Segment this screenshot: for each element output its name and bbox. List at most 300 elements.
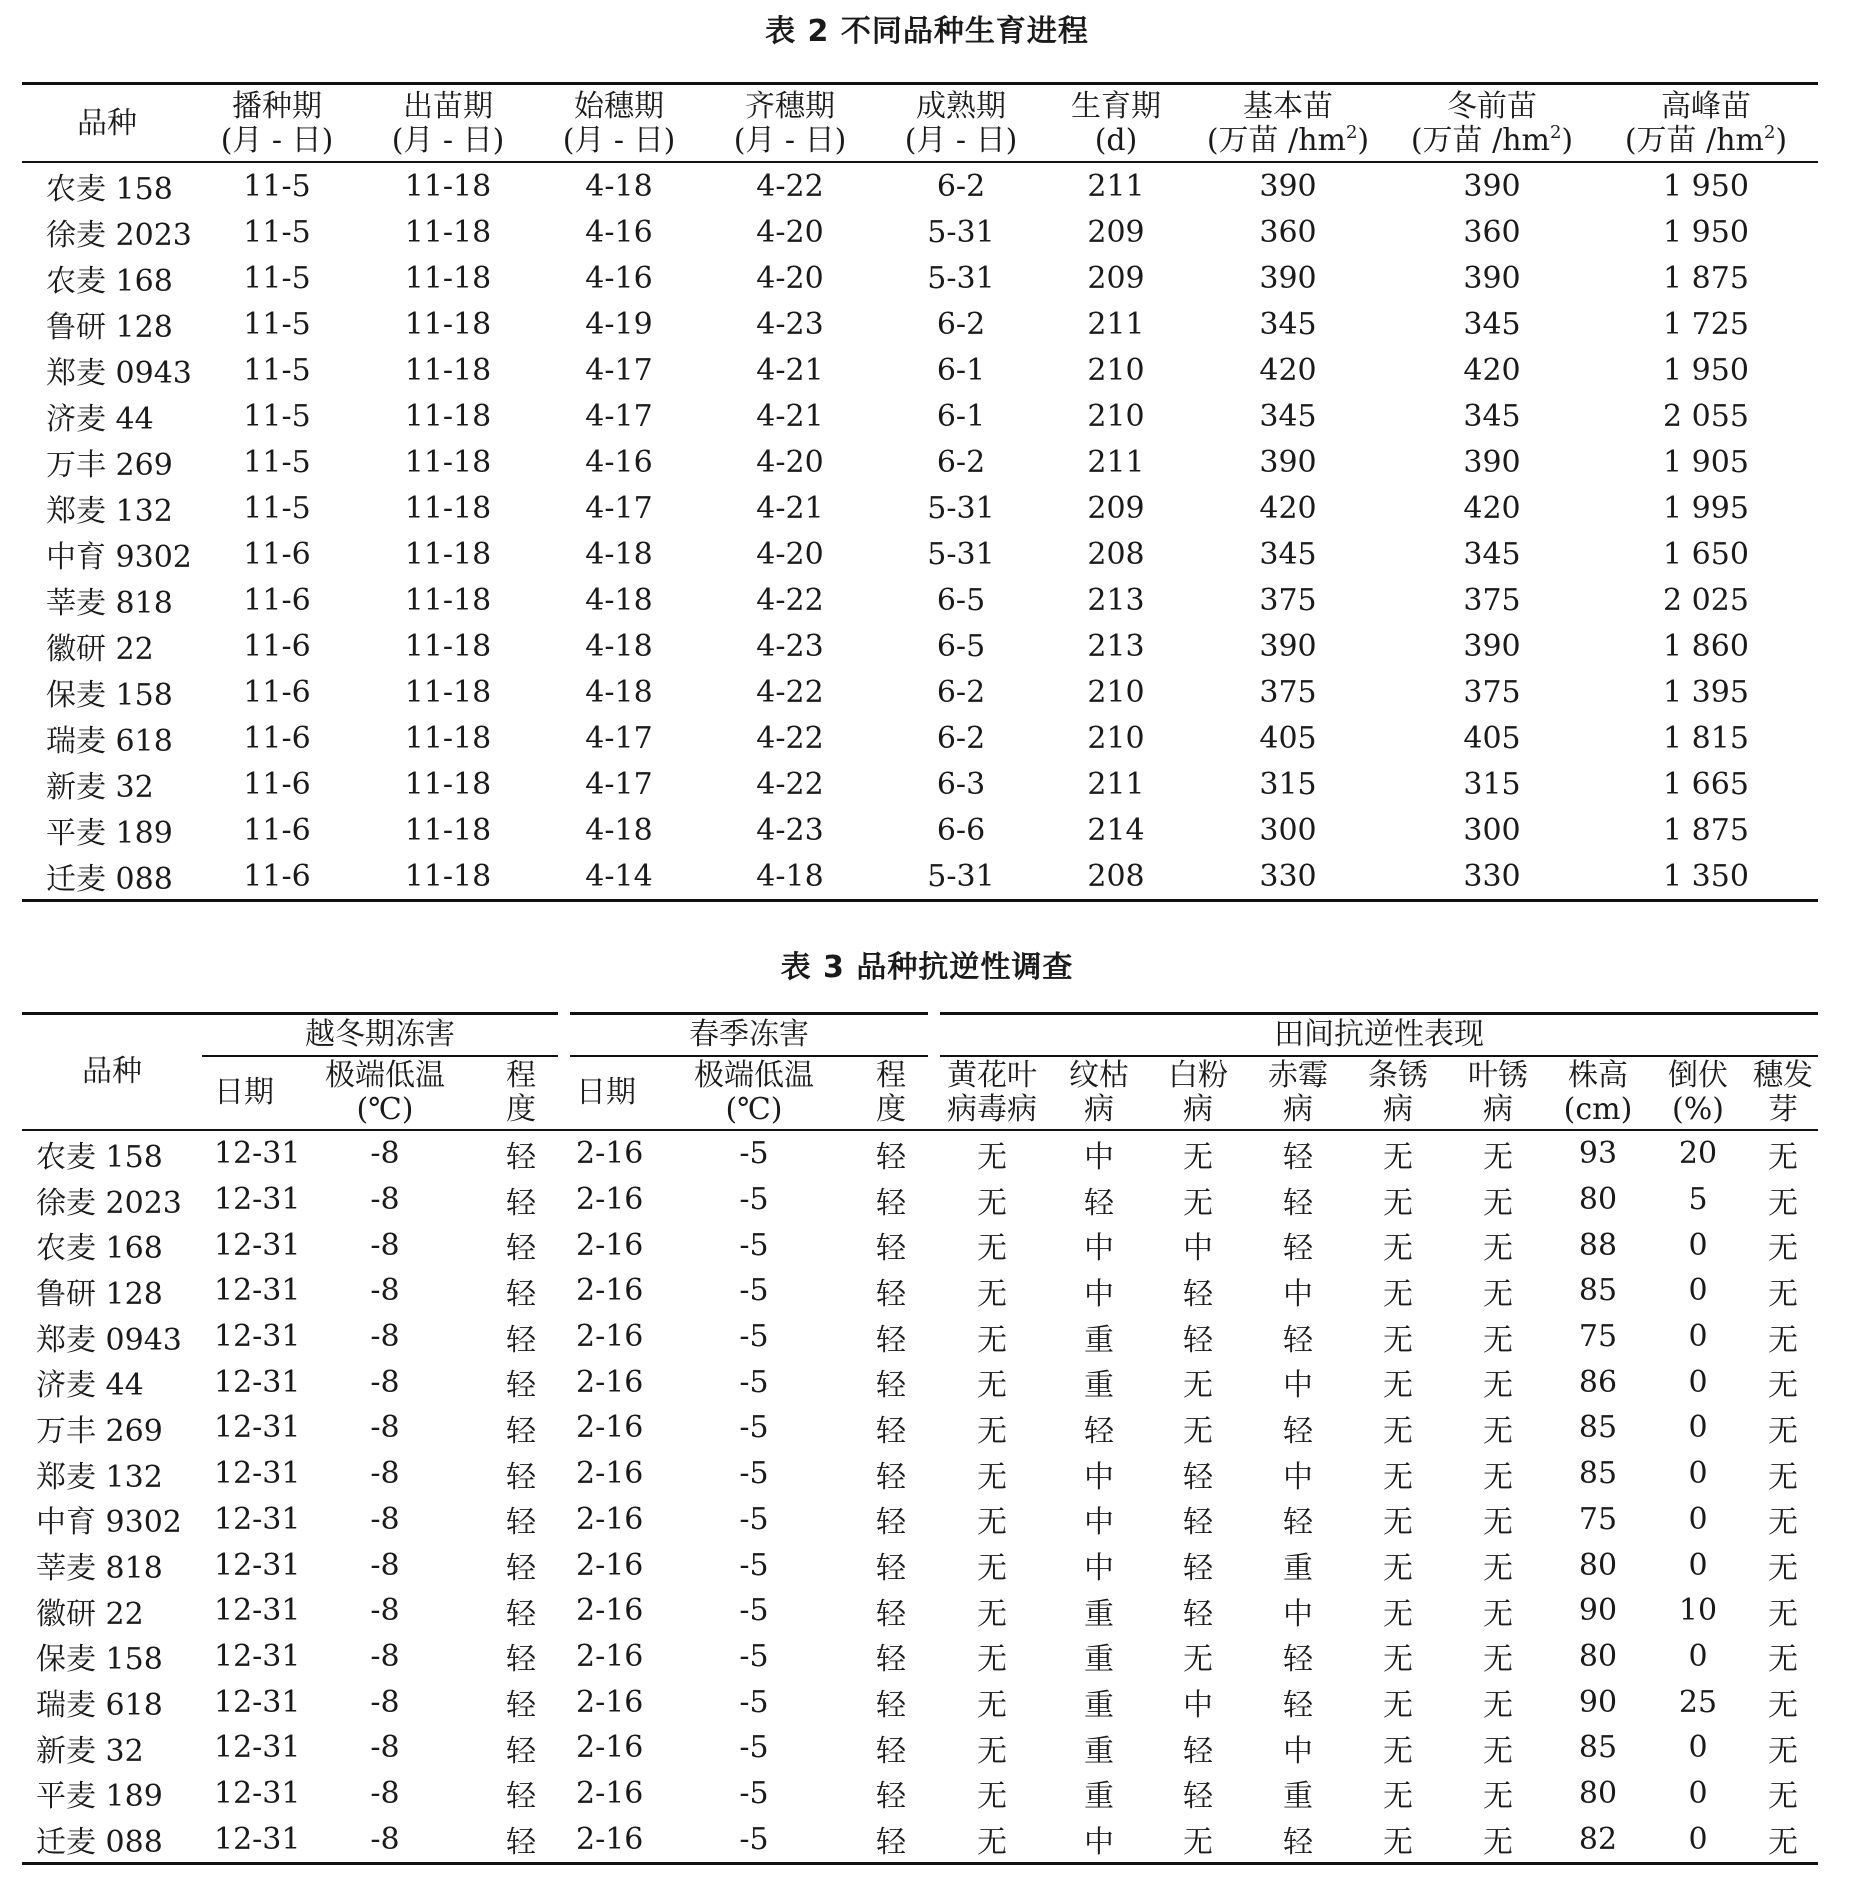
cell-fusarium-head-blight: 轻 bbox=[1283, 1825, 1313, 1861]
cell-full-heading-date: 4-20 bbox=[756, 536, 824, 572]
cell-stripe-rust: 无 bbox=[1383, 1231, 1413, 1267]
header-powdery-mildew: 白粉 病 bbox=[1148, 1056, 1248, 1130]
cell-lodging: 0 bbox=[1688, 1638, 1708, 1674]
cell-sowing-date: 11-6 bbox=[243, 766, 311, 802]
cell-fusarium-head-blight: 轻 bbox=[1283, 1231, 1313, 1267]
cell-winter-date: 12-31 bbox=[214, 1227, 301, 1263]
cell-maturity-date: 6-2 bbox=[936, 444, 986, 480]
cell-winter-min-temp: -8 bbox=[370, 1730, 400, 1766]
cell-stripe-rust: 无 bbox=[1383, 1276, 1413, 1312]
table-row bbox=[22, 485, 1818, 531]
cell-full-heading-date: 4-22 bbox=[756, 766, 824, 802]
cell-winter-min-temp: -8 bbox=[370, 1821, 400, 1857]
table-row bbox=[22, 669, 1818, 715]
cell-powdery-mildew: 轻 bbox=[1183, 1779, 1213, 1815]
cell-winter-date: 12-31 bbox=[214, 1273, 301, 1309]
cell-fusarium-head-blight: 重 bbox=[1283, 1551, 1313, 1587]
cell-full-heading-date: 4-21 bbox=[756, 490, 824, 526]
cell-plant-height: 85 bbox=[1578, 1730, 1618, 1766]
cell-full-heading-date: 4-23 bbox=[756, 628, 824, 664]
cell-winter-severity: 轻 bbox=[506, 1185, 536, 1221]
cell-emergence-date: 11-18 bbox=[404, 674, 492, 710]
cell-plant-height: 85 bbox=[1578, 1410, 1618, 1446]
cell-plant-height: 75 bbox=[1578, 1501, 1618, 1537]
cell-spring-severity: 轻 bbox=[876, 1185, 906, 1221]
cell-sowing-date: 11-6 bbox=[243, 812, 311, 848]
cell-preharvest-sprouting: 无 bbox=[1768, 1733, 1798, 1769]
cell-powdery-mildew: 无 bbox=[1183, 1185, 1213, 1221]
cell-sowing-date: 11-5 bbox=[243, 306, 311, 342]
cell-lodging: 0 bbox=[1688, 1730, 1708, 1766]
cell-growth-period: 208 bbox=[1087, 858, 1145, 894]
cell-peak-seedlings: 1 905 bbox=[1663, 444, 1749, 480]
cell-powdery-mildew: 轻 bbox=[1183, 1551, 1213, 1587]
cell-maturity-date: 6-2 bbox=[936, 306, 986, 342]
cell-preharvest-sprouting: 无 bbox=[1768, 1779, 1798, 1815]
cell-stripe-rust: 无 bbox=[1383, 1459, 1413, 1495]
cell-winter-date: 12-31 bbox=[214, 1182, 301, 1218]
cell-growth-period: 213 bbox=[1087, 628, 1145, 664]
cell-heading-start-date: 4-17 bbox=[585, 490, 653, 526]
cell-yellow-mosaic-virus: 无 bbox=[977, 1642, 1007, 1678]
cell-basic-seedlings: 420 bbox=[1259, 490, 1317, 526]
cell-winter-min-temp: -8 bbox=[370, 1638, 400, 1674]
cell-spring-min-temp: -5 bbox=[739, 1775, 769, 1811]
cell-preharvest-sprouting: 无 bbox=[1768, 1505, 1798, 1541]
cell-variety: 万丰 269 bbox=[46, 448, 173, 483]
cell-sheath-blight: 轻 bbox=[1084, 1185, 1114, 1221]
cell-variety: 徽研 22 bbox=[36, 1596, 144, 1632]
cell-variety: 农麦 158 bbox=[36, 1139, 163, 1175]
cell-fusarium-head-blight: 轻 bbox=[1283, 1139, 1313, 1175]
cell-yellow-mosaic-virus: 无 bbox=[977, 1368, 1007, 1404]
cell-winter-date: 12-31 bbox=[214, 1410, 301, 1446]
cell-variety: 平麦 189 bbox=[46, 816, 173, 851]
cell-lodging: 0 bbox=[1688, 1273, 1708, 1309]
cell-powdery-mildew: 轻 bbox=[1183, 1733, 1213, 1769]
cell-heading-start-date: 4-16 bbox=[585, 214, 653, 250]
cell-leaf-rust: 无 bbox=[1483, 1276, 1513, 1312]
cell-emergence-date: 11-18 bbox=[404, 490, 492, 526]
cell-basic-seedlings: 390 bbox=[1259, 168, 1317, 204]
header-group-winter-freeze: 越冬期冻害 bbox=[202, 1014, 564, 1057]
cell-leaf-rust: 无 bbox=[1483, 1185, 1513, 1221]
cell-sheath-blight: 重 bbox=[1084, 1596, 1114, 1632]
table-row bbox=[22, 1679, 1818, 1725]
cell-lodging: 0 bbox=[1688, 1775, 1708, 1811]
cell-spring-severity: 轻 bbox=[876, 1733, 906, 1769]
cell-full-heading-date: 4-21 bbox=[756, 352, 824, 388]
cell-prewinter-seedlings: 405 bbox=[1463, 720, 1521, 756]
table-row bbox=[22, 761, 1818, 807]
header-winter-date: 日期 bbox=[202, 1056, 292, 1130]
cell-stripe-rust: 无 bbox=[1383, 1779, 1413, 1815]
cell-fusarium-head-blight: 中 bbox=[1283, 1733, 1313, 1769]
cell-winter-severity: 轻 bbox=[506, 1459, 536, 1495]
cell-winter-severity: 轻 bbox=[506, 1139, 536, 1175]
cell-growth-period: 209 bbox=[1087, 490, 1145, 526]
cell-spring-min-temp: -5 bbox=[739, 1410, 769, 1446]
cell-winter-date: 12-31 bbox=[214, 1638, 301, 1674]
cell-growth-period: 210 bbox=[1087, 398, 1145, 434]
cell-sowing-date: 11-6 bbox=[243, 674, 311, 710]
cell-fusarium-head-blight: 中 bbox=[1283, 1276, 1313, 1312]
cell-spring-date: 2-16 bbox=[576, 1638, 644, 1674]
cell-plant-height: 80 bbox=[1578, 1775, 1618, 1811]
cell-preharvest-sprouting: 无 bbox=[1768, 1368, 1798, 1404]
table3-body bbox=[22, 1130, 1818, 1864]
cell-heading-start-date: 4-17 bbox=[585, 352, 653, 388]
cell-winter-severity: 轻 bbox=[506, 1825, 536, 1861]
cell-emergence-date: 11-18 bbox=[404, 214, 492, 250]
cell-powdery-mildew: 中 bbox=[1183, 1231, 1213, 1267]
header-emergence-date: 出苗期 (月 - 日) bbox=[362, 84, 534, 163]
cell-peak-seedlings: 2 055 bbox=[1663, 398, 1749, 434]
cell-spring-date: 2-16 bbox=[576, 1775, 644, 1811]
cell-peak-seedlings: 1 995 bbox=[1663, 490, 1749, 526]
cell-preharvest-sprouting: 无 bbox=[1768, 1322, 1798, 1358]
cell-sowing-date: 11-6 bbox=[243, 536, 311, 572]
table-row bbox=[22, 853, 1818, 901]
cell-maturity-date: 6-6 bbox=[936, 812, 986, 848]
cell-preharvest-sprouting: 无 bbox=[1768, 1185, 1798, 1221]
cell-lodging: 0 bbox=[1688, 1364, 1708, 1400]
table2-header-row bbox=[22, 84, 1818, 163]
cell-sheath-blight: 中 bbox=[1084, 1139, 1114, 1175]
cell-winter-severity: 轻 bbox=[506, 1733, 536, 1769]
cell-powdery-mildew: 无 bbox=[1183, 1413, 1213, 1449]
cell-powdery-mildew: 轻 bbox=[1183, 1459, 1213, 1495]
header-basic-seedlings: 基本苗 (万苗 $/hm^2$) bbox=[1186, 84, 1390, 163]
header-full-heading-date: 齐穗期 (月 - 日) bbox=[704, 84, 876, 163]
cell-leaf-rust: 无 bbox=[1483, 1322, 1513, 1358]
cell-maturity-date: 6-1 bbox=[936, 352, 986, 388]
cell-peak-seedlings: 1 875 bbox=[1663, 812, 1749, 848]
cell-yellow-mosaic-virus: 无 bbox=[977, 1596, 1007, 1632]
cell-stripe-rust: 无 bbox=[1383, 1596, 1413, 1632]
table2-body bbox=[22, 162, 1818, 901]
cell-growth-period: 210 bbox=[1087, 352, 1145, 388]
table-row bbox=[22, 577, 1818, 623]
cell-emergence-date: 11-18 bbox=[404, 766, 492, 802]
cell-variety: 中育 9302 bbox=[46, 540, 192, 575]
cell-winter-severity: 轻 bbox=[506, 1688, 536, 1724]
cell-leaf-rust: 无 bbox=[1483, 1825, 1513, 1861]
cell-sheath-blight: 中 bbox=[1084, 1459, 1114, 1495]
cell-fusarium-head-blight: 轻 bbox=[1283, 1505, 1313, 1541]
cell-spring-date: 2-16 bbox=[576, 1456, 644, 1492]
cell-yellow-mosaic-virus: 无 bbox=[977, 1231, 1007, 1267]
cell-powdery-mildew: 无 bbox=[1183, 1642, 1213, 1678]
cell-winter-date: 12-31 bbox=[214, 1319, 301, 1355]
cell-stripe-rust: 无 bbox=[1383, 1825, 1413, 1861]
cell-yellow-mosaic-virus: 无 bbox=[977, 1779, 1007, 1815]
cell-heading-start-date: 4-19 bbox=[585, 306, 653, 342]
cell-basic-seedlings: 315 bbox=[1259, 766, 1317, 802]
cell-growth-period: 210 bbox=[1087, 674, 1145, 710]
cell-heading-start-date: 4-18 bbox=[585, 536, 653, 572]
cell-leaf-rust: 无 bbox=[1483, 1231, 1513, 1267]
cell-lodging: 10 bbox=[1678, 1593, 1718, 1629]
cell-heading-start-date: 4-17 bbox=[585, 766, 653, 802]
cell-spring-severity: 轻 bbox=[876, 1413, 906, 1449]
cell-prewinter-seedlings: 420 bbox=[1463, 352, 1521, 388]
cell-maturity-date: 6-5 bbox=[936, 628, 986, 664]
cell-sowing-date: 11-5 bbox=[243, 260, 311, 296]
cell-powdery-mildew: 无 bbox=[1183, 1368, 1213, 1404]
table3-group-header-row bbox=[22, 1014, 1818, 1057]
cell-spring-min-temp: -5 bbox=[739, 1547, 769, 1583]
cell-stripe-rust: 无 bbox=[1383, 1413, 1413, 1449]
table-row bbox=[22, 1816, 1818, 1863]
cell-spring-date: 2-16 bbox=[576, 1182, 644, 1218]
cell-lodging: 5 bbox=[1688, 1182, 1708, 1218]
cell-powdery-mildew: 中 bbox=[1183, 1688, 1213, 1724]
cell-winter-min-temp: -8 bbox=[370, 1456, 400, 1492]
header-lodging: 倒伏 (%) bbox=[1648, 1056, 1748, 1130]
cell-sowing-date: 11-6 bbox=[243, 628, 311, 664]
cell-growth-period: 213 bbox=[1087, 582, 1145, 618]
cell-variety: 鲁研 128 bbox=[46, 310, 173, 345]
stress-resistance-table bbox=[22, 1012, 1818, 1865]
cell-lodging: 25 bbox=[1678, 1684, 1718, 1720]
cell-yellow-mosaic-virus: 无 bbox=[977, 1413, 1007, 1449]
header-variety: 品种 bbox=[22, 1014, 202, 1131]
header-leaf-rust: 叶锈 病 bbox=[1448, 1056, 1548, 1130]
cell-sowing-date: 11-5 bbox=[243, 168, 311, 204]
cell-winter-min-temp: -8 bbox=[370, 1136, 400, 1172]
cell-spring-severity: 轻 bbox=[876, 1139, 906, 1175]
cell-plant-height: 85 bbox=[1578, 1273, 1618, 1309]
cell-growth-period: 211 bbox=[1087, 306, 1145, 342]
cell-yellow-mosaic-virus: 无 bbox=[977, 1733, 1007, 1769]
cell-sowing-date: 11-6 bbox=[243, 858, 311, 894]
table-row bbox=[22, 162, 1818, 209]
cell-sheath-blight: 重 bbox=[1084, 1322, 1114, 1358]
cell-powdery-mildew: 无 bbox=[1183, 1139, 1213, 1175]
cell-full-heading-date: 4-22 bbox=[756, 720, 824, 756]
cell-maturity-date: 5-31 bbox=[927, 536, 995, 572]
cell-peak-seedlings: 1 395 bbox=[1663, 674, 1749, 710]
cell-yellow-mosaic-virus: 无 bbox=[977, 1185, 1007, 1221]
cell-stripe-rust: 无 bbox=[1383, 1733, 1413, 1769]
cell-maturity-date: 5-31 bbox=[927, 260, 995, 296]
cell-yellow-mosaic-virus: 无 bbox=[977, 1825, 1007, 1861]
cell-lodging: 0 bbox=[1688, 1821, 1708, 1857]
cell-powdery-mildew: 轻 bbox=[1183, 1505, 1213, 1541]
cell-peak-seedlings: 1 665 bbox=[1663, 766, 1749, 802]
table-row bbox=[22, 1130, 1818, 1177]
cell-winter-severity: 轻 bbox=[506, 1231, 536, 1267]
cell-yellow-mosaic-virus: 无 bbox=[977, 1505, 1007, 1541]
cell-winter-severity: 轻 bbox=[506, 1596, 536, 1632]
cell-fusarium-head-blight: 中 bbox=[1283, 1368, 1313, 1404]
cell-winter-min-temp: -8 bbox=[370, 1273, 400, 1309]
cell-variety: 农麦 168 bbox=[46, 264, 173, 299]
cell-winter-date: 12-31 bbox=[214, 1136, 301, 1172]
table-row bbox=[22, 623, 1818, 669]
cell-spring-date: 2-16 bbox=[576, 1410, 644, 1446]
cell-emergence-date: 11-18 bbox=[404, 858, 492, 894]
cell-leaf-rust: 无 bbox=[1483, 1779, 1513, 1815]
cell-variety: 农麦 158 bbox=[46, 172, 173, 207]
cell-basic-seedlings: 390 bbox=[1259, 628, 1317, 664]
cell-peak-seedlings: 1 950 bbox=[1663, 352, 1749, 388]
cell-fusarium-head-blight: 轻 bbox=[1283, 1688, 1313, 1724]
cell-variety: 济麦 44 bbox=[46, 402, 154, 437]
cell-spring-severity: 轻 bbox=[876, 1825, 906, 1861]
cell-full-heading-date: 4-22 bbox=[756, 674, 824, 710]
cell-spring-severity: 轻 bbox=[876, 1551, 906, 1587]
cell-maturity-date: 6-5 bbox=[936, 582, 986, 618]
table-row bbox=[22, 393, 1818, 439]
cell-growth-period: 210 bbox=[1087, 720, 1145, 756]
cell-spring-severity: 轻 bbox=[876, 1505, 906, 1541]
cell-spring-severity: 轻 bbox=[876, 1459, 906, 1495]
cell-sowing-date: 11-6 bbox=[243, 720, 311, 756]
cell-basic-seedlings: 330 bbox=[1259, 858, 1317, 894]
cell-yellow-mosaic-virus: 无 bbox=[977, 1459, 1007, 1495]
header-variety: 品种 bbox=[22, 84, 192, 163]
cell-peak-seedlings: 1 725 bbox=[1663, 306, 1749, 342]
cell-winter-date: 12-31 bbox=[214, 1775, 301, 1811]
cell-basic-seedlings: 300 bbox=[1259, 812, 1317, 848]
cell-basic-seedlings: 375 bbox=[1259, 674, 1317, 710]
cell-full-heading-date: 4-20 bbox=[756, 214, 824, 250]
cell-prewinter-seedlings: 315 bbox=[1463, 766, 1521, 802]
cell-spring-severity: 轻 bbox=[876, 1276, 906, 1312]
cell-sowing-date: 11-5 bbox=[243, 444, 311, 480]
cell-spring-min-temp: -5 bbox=[739, 1638, 769, 1674]
cell-winter-severity: 轻 bbox=[506, 1322, 536, 1358]
cell-prewinter-seedlings: 390 bbox=[1463, 260, 1521, 296]
cell-prewinter-seedlings: 345 bbox=[1463, 306, 1521, 342]
cell-maturity-date: 6-2 bbox=[936, 168, 986, 204]
cell-prewinter-seedlings: 330 bbox=[1463, 858, 1521, 894]
table3-sub-header-row bbox=[22, 1056, 1818, 1130]
cell-emergence-date: 11-18 bbox=[404, 582, 492, 618]
cell-growth-period: 209 bbox=[1087, 260, 1145, 296]
cell-preharvest-sprouting: 无 bbox=[1768, 1596, 1798, 1632]
header-heading-start-date: 始穗期 (月 - 日) bbox=[534, 84, 704, 163]
cell-full-heading-date: 4-22 bbox=[756, 582, 824, 618]
header-maturity-date: 成熟期 (月 - 日) bbox=[876, 84, 1046, 163]
cell-winter-severity: 轻 bbox=[506, 1642, 536, 1678]
cell-spring-min-temp: -5 bbox=[739, 1364, 769, 1400]
cell-plant-height: 88 bbox=[1578, 1227, 1618, 1263]
cell-heading-start-date: 4-16 bbox=[585, 444, 653, 480]
cell-variety: 瑞麦 618 bbox=[46, 724, 173, 759]
cell-variety: 平麦 189 bbox=[36, 1779, 163, 1815]
header-preharvest-sprouting: 穗发 芽 bbox=[1748, 1056, 1818, 1130]
cell-heading-start-date: 4-18 bbox=[585, 812, 653, 848]
cell-leaf-rust: 无 bbox=[1483, 1642, 1513, 1678]
table-row bbox=[22, 1314, 1818, 1360]
header-sowing-date: 播种期 (月 - 日) bbox=[192, 84, 362, 163]
cell-leaf-rust: 无 bbox=[1483, 1368, 1513, 1404]
cell-basic-seedlings: 345 bbox=[1259, 306, 1317, 342]
cell-spring-date: 2-16 bbox=[576, 1501, 644, 1537]
header-plant-height: 株高 (cm) bbox=[1548, 1056, 1648, 1130]
cell-emergence-date: 11-18 bbox=[404, 352, 492, 388]
cell-basic-seedlings: 375 bbox=[1259, 582, 1317, 618]
cell-plant-height: 80 bbox=[1578, 1638, 1618, 1674]
cell-winter-severity: 轻 bbox=[506, 1505, 536, 1541]
cell-winter-severity: 轻 bbox=[506, 1779, 536, 1815]
cell-yellow-mosaic-virus: 无 bbox=[977, 1139, 1007, 1175]
cell-yellow-mosaic-virus: 无 bbox=[977, 1688, 1007, 1724]
cell-growth-period: 211 bbox=[1087, 444, 1145, 480]
cell-full-heading-date: 4-22 bbox=[756, 168, 824, 204]
cell-variety: 徽研 22 bbox=[46, 632, 154, 667]
cell-preharvest-sprouting: 无 bbox=[1768, 1276, 1798, 1312]
cell-lodging: 0 bbox=[1688, 1456, 1708, 1492]
cell-fusarium-head-blight: 重 bbox=[1283, 1779, 1313, 1815]
table-row bbox=[22, 807, 1818, 853]
cell-winter-min-temp: -8 bbox=[370, 1227, 400, 1263]
cell-preharvest-sprouting: 无 bbox=[1768, 1551, 1798, 1587]
table-row bbox=[22, 1725, 1818, 1771]
header-group-spring-freeze: 春季冻害 bbox=[564, 1014, 934, 1057]
cell-powdery-mildew: 轻 bbox=[1183, 1322, 1213, 1358]
cell-leaf-rust: 无 bbox=[1483, 1505, 1513, 1541]
cell-sheath-blight: 中 bbox=[1084, 1276, 1114, 1312]
cell-maturity-date: 6-2 bbox=[936, 720, 986, 756]
cell-emergence-date: 11-18 bbox=[404, 628, 492, 664]
cell-lodging: 20 bbox=[1678, 1136, 1718, 1172]
cell-leaf-rust: 无 bbox=[1483, 1596, 1513, 1632]
cell-winter-min-temp: -8 bbox=[370, 1319, 400, 1355]
cell-leaf-rust: 无 bbox=[1483, 1688, 1513, 1724]
cell-maturity-date: 5-31 bbox=[927, 858, 995, 894]
cell-winter-min-temp: -8 bbox=[370, 1410, 400, 1446]
cell-leaf-rust: 无 bbox=[1483, 1413, 1513, 1449]
cell-winter-min-temp: -8 bbox=[370, 1593, 400, 1629]
header-group-field-resistance: 田间抗逆性表现 bbox=[934, 1014, 1818, 1057]
cell-full-heading-date: 4-20 bbox=[756, 260, 824, 296]
cell-peak-seedlings: 2 025 bbox=[1663, 582, 1749, 618]
cell-spring-severity: 轻 bbox=[876, 1596, 906, 1632]
cell-prewinter-seedlings: 375 bbox=[1463, 582, 1521, 618]
cell-winter-min-temp: -8 bbox=[370, 1182, 400, 1218]
cell-plant-height: 75 bbox=[1578, 1319, 1618, 1355]
cell-variety: 新麦 32 bbox=[46, 770, 154, 805]
cell-basic-seedlings: 405 bbox=[1259, 720, 1317, 756]
table-row bbox=[22, 255, 1818, 301]
cell-prewinter-seedlings: 390 bbox=[1463, 168, 1521, 204]
cell-variety: 中育 9302 bbox=[36, 1505, 182, 1541]
cell-full-heading-date: 4-18 bbox=[756, 858, 824, 894]
cell-variety: 迁麦 088 bbox=[36, 1825, 163, 1861]
cell-spring-date: 2-16 bbox=[576, 1319, 644, 1355]
cell-winter-date: 12-31 bbox=[214, 1456, 301, 1492]
cell-variety: 鲁研 128 bbox=[36, 1276, 163, 1312]
cell-variety: 保麦 158 bbox=[36, 1642, 163, 1678]
cell-leaf-rust: 无 bbox=[1483, 1733, 1513, 1769]
cell-spring-severity: 轻 bbox=[876, 1642, 906, 1678]
cell-prewinter-seedlings: 345 bbox=[1463, 536, 1521, 572]
table2-caption: 表 2 不同品种生育进程 bbox=[765, 14, 1089, 49]
cell-sowing-date: 11-5 bbox=[243, 398, 311, 434]
cell-leaf-rust: 无 bbox=[1483, 1139, 1513, 1175]
cell-stripe-rust: 无 bbox=[1383, 1551, 1413, 1587]
cell-emergence-date: 11-18 bbox=[404, 168, 492, 204]
cell-plant-height: 80 bbox=[1578, 1182, 1618, 1218]
cell-variety: 郑麦 0943 bbox=[46, 356, 192, 391]
header-growth-period: 生育期 (d) bbox=[1046, 84, 1186, 163]
table-row bbox=[22, 1177, 1818, 1223]
cell-spring-min-temp: -5 bbox=[739, 1456, 769, 1492]
